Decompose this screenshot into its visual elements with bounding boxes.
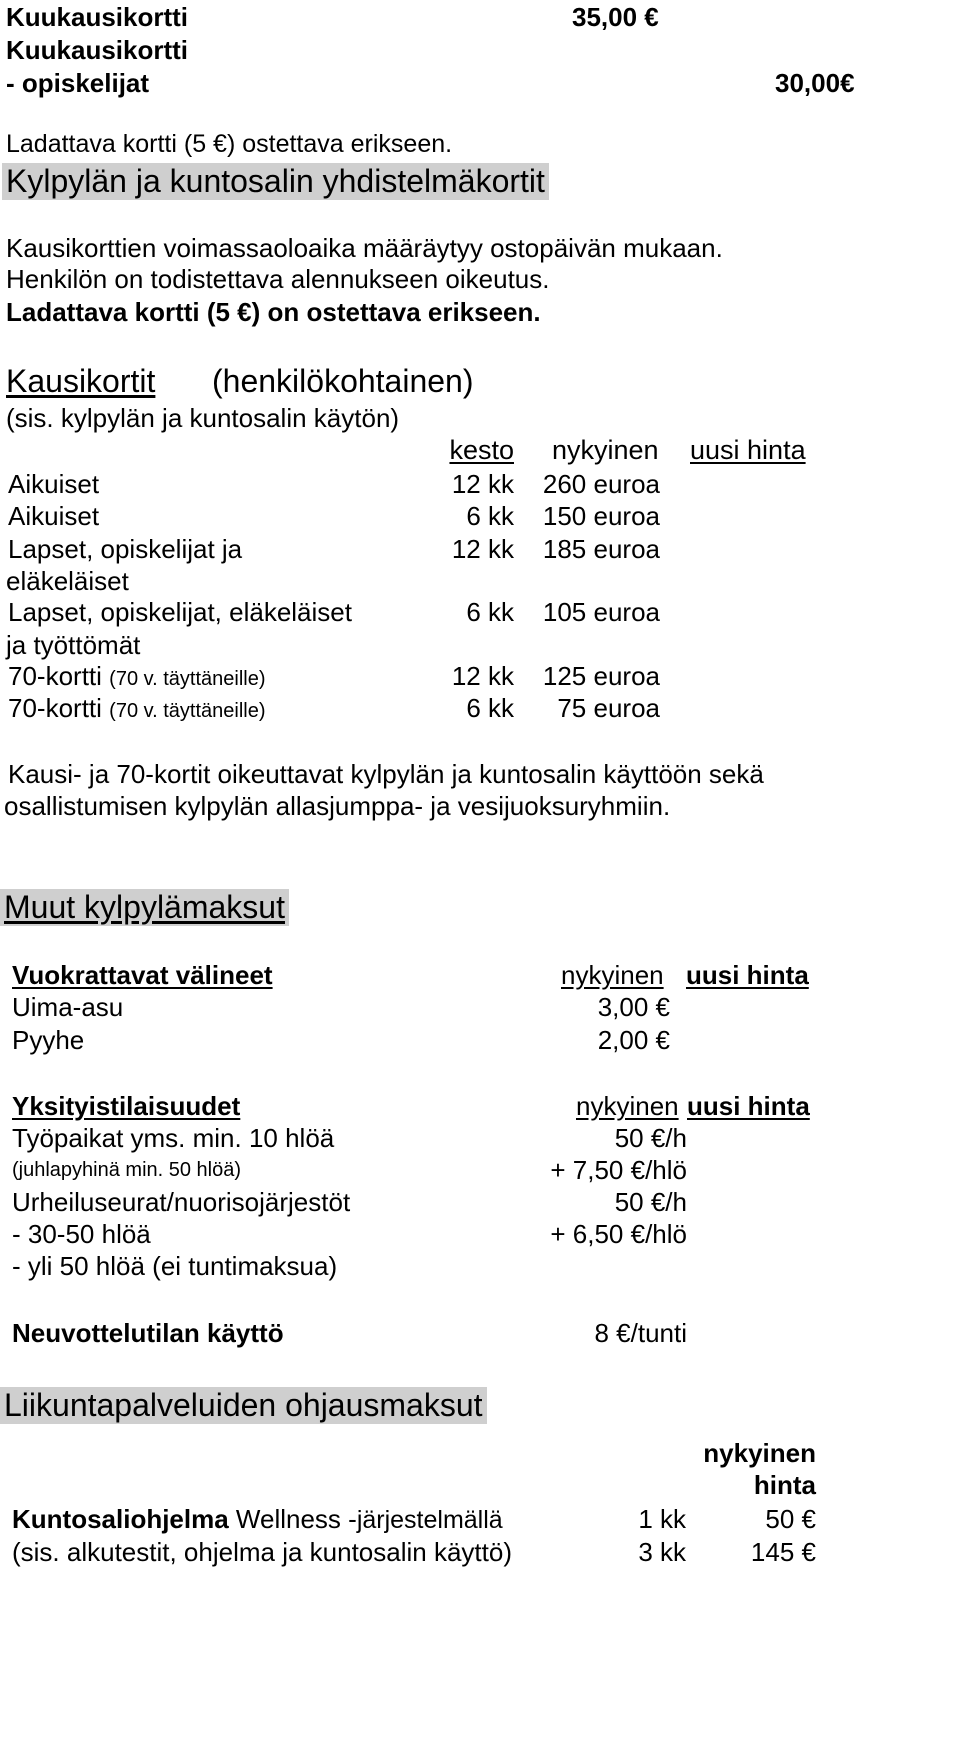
kausikortti-row-kesto: 6 kk (466, 597, 514, 627)
kuntosaliohjelma-row2-kesto: 3 kk (638, 1537, 686, 1567)
kausikortit-subtitle: (henkilökohtainen) (212, 363, 474, 399)
neuvottelutila-label: Neuvottelutilan käyttö (12, 1318, 284, 1348)
kausikortti-row-label: Aikuiset (8, 469, 100, 499)
kausikortti-row-price: 260 euroa (542, 469, 660, 499)
liikunta-col-hinta: hinta (753, 1470, 816, 1500)
vuokrattavat-col-uusi-hinta: uusi hinta (686, 960, 809, 990)
kausikortti-row-label-cont: eläkeläiset (6, 566, 129, 596)
seventy-card-name: 70-kortti (8, 693, 102, 723)
kuntosaliohjelma-suffix: järjestelmällä (356, 1506, 503, 1534)
col-header-kesto: kesto (449, 435, 514, 465)
kausikortti-row-kesto: 12 kk (451, 534, 514, 564)
kausikortti-row-price: 75 euroa (557, 693, 660, 723)
ladattava-note: Ladattava kortti (5 €) ostettava erikseen. (6, 130, 453, 158)
vuokrattavat-col-nykyinen: nykyinen (561, 960, 664, 990)
kausikortti-row-price: 185 euroa (542, 534, 660, 564)
kausikortit-footnote-cont: osallistumisen kylpylän allasjumppa- ja vesijuoksuryhmiin. (4, 791, 671, 821)
seventy-card-name: 70-kortti (8, 661, 102, 691)
col-header-nykyinen: nykyinen (552, 435, 659, 465)
section-heading-liikuntapalvelut: Liikuntapalveluiden ohjausmaksut (0, 1387, 487, 1424)
yksityistilaisuudet-title: Yksityistilaisuudet (12, 1091, 241, 1121)
yksityistilaisuudet-col-nykyinen: nykyinen (576, 1091, 679, 1121)
yks-row-price: + 7,50 €/hlö (550, 1155, 687, 1185)
kausikortti-row-kesto: 12 kk (451, 469, 514, 499)
yks-row-price: + 6,50 €/hlö (550, 1219, 687, 1249)
kuntosaliohjelma-row-price: 50 € (765, 1504, 816, 1534)
kausikortti-row-kesto: 6 kk (466, 693, 514, 723)
kausikortti-row-price: 150 euroa (542, 501, 660, 531)
kausikortti-row-label (8, 663, 266, 689)
kausikortti-row-price: 105 euroa (542, 597, 660, 627)
voimassaolo-line: Kausikorttien voimassaoloaika määräytyy ostopäivän mukaan. (6, 233, 723, 263)
kuntosaliohjelma-row2-price: 145 € (750, 1537, 816, 1567)
vuokrattavat-title: Vuokrattavat välineet (12, 960, 273, 990)
yks-row-label: Työpaikat yms. min. 10 hlöä (12, 1123, 335, 1153)
vuokra-item-price: 3,00 € (597, 992, 670, 1022)
seventy-card-note: (70 v. täyttäneille) (109, 668, 266, 690)
seventy-card-note: (70 v. täyttäneille) (109, 700, 266, 722)
vuokra-item-label: Uima-asu (12, 992, 124, 1022)
yks-row-label: - 30-50 hlöä (12, 1219, 151, 1249)
kausikortti-row-label (8, 695, 266, 721)
section-heading-muut-kylpylamaksut: Muut kylpylämaksut (0, 889, 289, 926)
vuokra-item-price: 2,00 € (597, 1025, 670, 1055)
kuntosaliohjelma-row-kesto: 1 kk (638, 1504, 686, 1534)
kuntosaliohjelma-row2-label: (sis. alkutestit, ohjelma ja kuntosalin käyttö) (12, 1537, 512, 1567)
kausikortti-row-kesto: 12 kk (451, 661, 514, 691)
kuntosaliohjelma-name: Kuntosaliohjelma (12, 1504, 229, 1534)
liikunta-col-nykyinen: nykyinen (703, 1438, 816, 1468)
kausikortit-footnote: Kausi- ja 70-kortit oikeuttavat kylpylän ja kuntosalin käyttöön sekä (8, 759, 764, 789)
yks-row-label: (juhlapyhinä min. 50 hlöä) (12, 1159, 242, 1181)
kausikortti-row-price: 125 euroa (542, 661, 660, 691)
yksityistilaisuudet-col-uusi-hinta: uusi hinta (687, 1091, 810, 1121)
kuukausikortti-opiskelijat-label: Kuukausikortti (6, 35, 189, 65)
col-header-uusi-hinta: uusi hinta (690, 435, 806, 465)
opiskelijat-label: - opiskelijat (6, 68, 150, 98)
kausikortit-title: Kausikortit (6, 363, 156, 399)
kuukausikortti-opiskelijat-price: 30,00€ (775, 68, 855, 98)
kuntosaliohjelma-wellness: Wellness - (228, 1504, 357, 1534)
kausikortti-row-label: Aikuiset (8, 501, 100, 531)
todistettava-line: Henkilön on todistettava alennukseen oikeutus. (6, 264, 550, 294)
kuukausikortti-label: Kuukausikortti (6, 2, 189, 32)
yks-row-price: 50 €/h (614, 1187, 687, 1217)
kausikortti-row-kesto: 6 kk (466, 501, 514, 531)
neuvottelutila-price: 8 €/tunti (594, 1318, 687, 1348)
yks-row-label: Urheiluseurat/nuorisojärjestöt (12, 1187, 351, 1217)
section-heading-yhdistelmakortit: Kylpylän ja kuntosalin yhdistelmäkortit (2, 163, 549, 200)
kausikortti-row-label: Lapset, opiskelijat ja (8, 534, 243, 564)
yks-row-price: 50 €/h (614, 1123, 687, 1153)
yks-row-label: - yli 50 hlöä (ei tuntimaksua) (12, 1251, 338, 1281)
kuukausikortti-price: 35,00 € (572, 2, 659, 32)
kausikortti-row-label: Lapset, opiskelijat, eläkeläiset (8, 597, 352, 627)
kausikortti-row-label-cont: ja työttömät (6, 630, 141, 660)
ladattava-line: Ladattava kortti (5 €) on ostettava erikseen. (6, 297, 541, 327)
vuokra-item-label: Pyyhe (12, 1025, 85, 1055)
kausikortit-note: (sis. kylpylän ja kuntosalin käytön) (6, 403, 400, 433)
kuntosaliohjelma-row-label (12, 1506, 503, 1533)
